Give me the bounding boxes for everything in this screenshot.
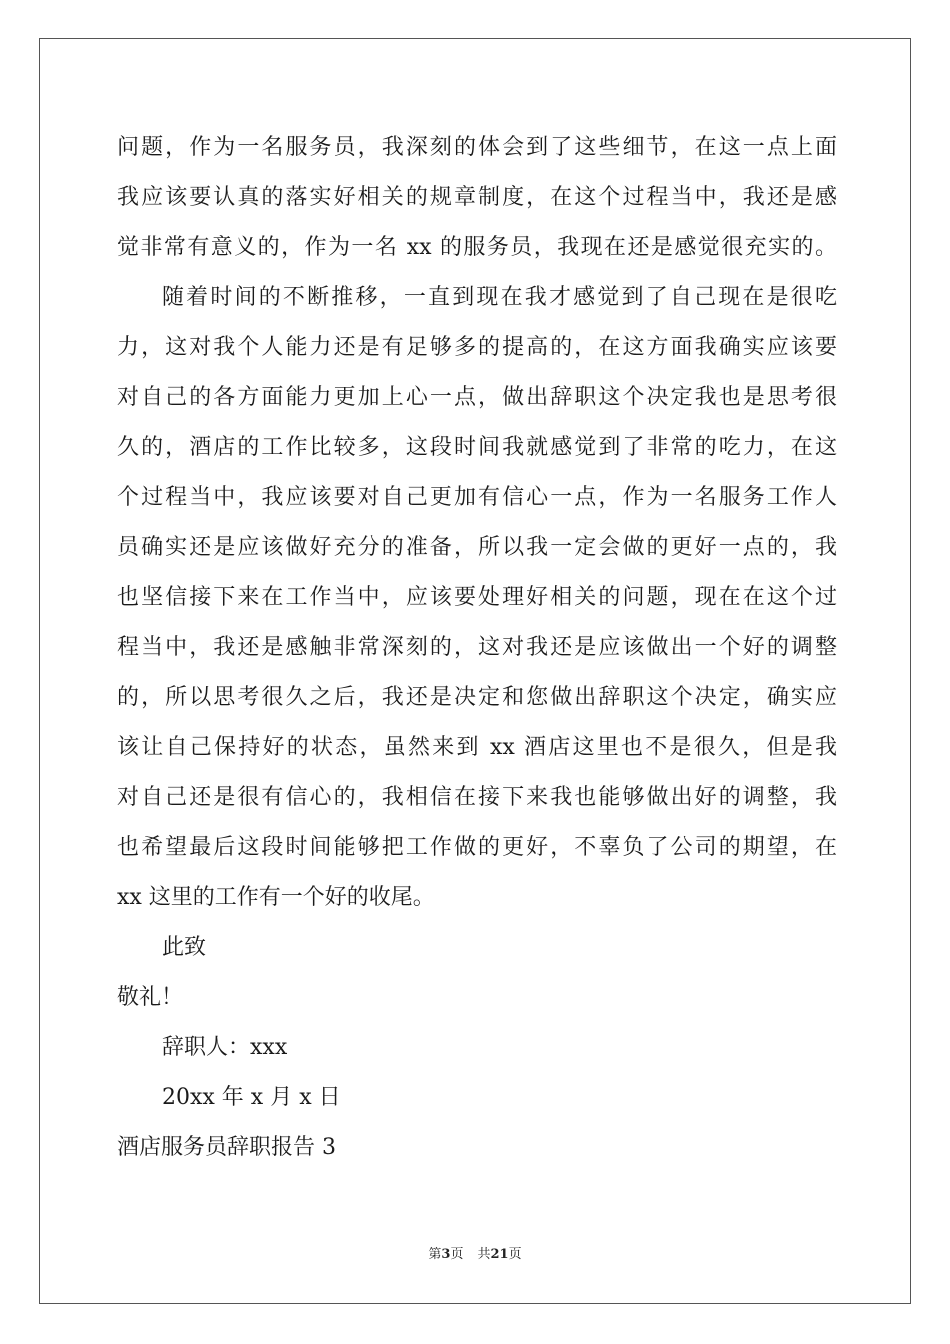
- paragraph-2-line-10: 该让自己保持好的状态，虽然来到 xx 酒店这里也不是很久，但是我: [117, 735, 837, 760]
- paragraph-1-line-2: 我应该要认真的落实好相关的规章制度，在这个过程当中，我还是感: [117, 185, 837, 210]
- paragraph-2-line-2: 力，这对我个人能力还是有足够多的提高的，在这方面我确实应该要: [117, 335, 837, 360]
- paragraph-2-line-7: 也坚信接下来在工作当中，应该要处理好相关的问题，现在在这个过: [117, 585, 837, 610]
- paragraph-2-line-1: 随着时间的不断推移，一直到现在我才感觉到了自己现在是很吃: [162, 285, 837, 310]
- paragraph-2-line-8: 程当中，我还是感触非常深刻的，这对我还是应该做出一个好的调整: [117, 635, 837, 660]
- paragraph-2-line-4: 久的，酒店的工作比较多，这段时间我就感觉到了非常的吃力，在这: [117, 435, 837, 460]
- total-prefix: 共: [477, 1247, 491, 1262]
- page-suffix: 页: [450, 1247, 464, 1262]
- paragraph-2-line-6: 员确实还是应该做好充分的准备，所以我一定会做的更好一点的，我: [117, 535, 837, 560]
- paragraph-2-line-11: 对自己还是很有信心的，我相信在接下来我也能够做出好的调整，我: [117, 785, 837, 810]
- paragraph-2-line-13: xx 这里的工作有一个好的收尾。: [117, 885, 435, 910]
- next-section-title: 酒店服务员辞职报告 3: [117, 1135, 336, 1160]
- paragraph-1-line-3: 觉非常有意义的，作为一名 xx 的服务员，我现在还是感觉很充实的。: [117, 235, 837, 260]
- page-frame: [39, 38, 911, 1304]
- total-pages: 21: [490, 1247, 509, 1262]
- page-footer: [0, 1246, 950, 1264]
- closing-text: 此致: [162, 935, 207, 960]
- page-number: 3: [441, 1247, 451, 1262]
- paragraph-2-line-3: 对自己的各方面能力更加上心一点，做出辞职这个决定我也是思考很: [117, 385, 837, 410]
- total-suffix: 页: [508, 1247, 522, 1262]
- paragraph-1-line-1: 问题，作为一名服务员，我深刻的体会到了这些细节，在这一点上面: [117, 135, 837, 160]
- date-text: 20xx 年 x 月 x 日: [162, 1085, 341, 1110]
- salutation-text: 敬礼！: [117, 985, 184, 1010]
- paragraph-2-line-12: 也希望最后这段时间能够把工作做的更好，不辜负了公司的期望，在: [117, 835, 837, 860]
- signature-text: 辞职人：xxx: [162, 1035, 288, 1060]
- page-prefix: 第: [428, 1247, 442, 1262]
- paragraph-2-line-9: 的，所以思考很久之后，我还是决定和您做出辞职这个决定，确实应: [117, 685, 837, 710]
- paragraph-2-line-5: 个过程当中，我应该要对自己更加有信心一点，作为一名服务工作人: [117, 485, 837, 510]
